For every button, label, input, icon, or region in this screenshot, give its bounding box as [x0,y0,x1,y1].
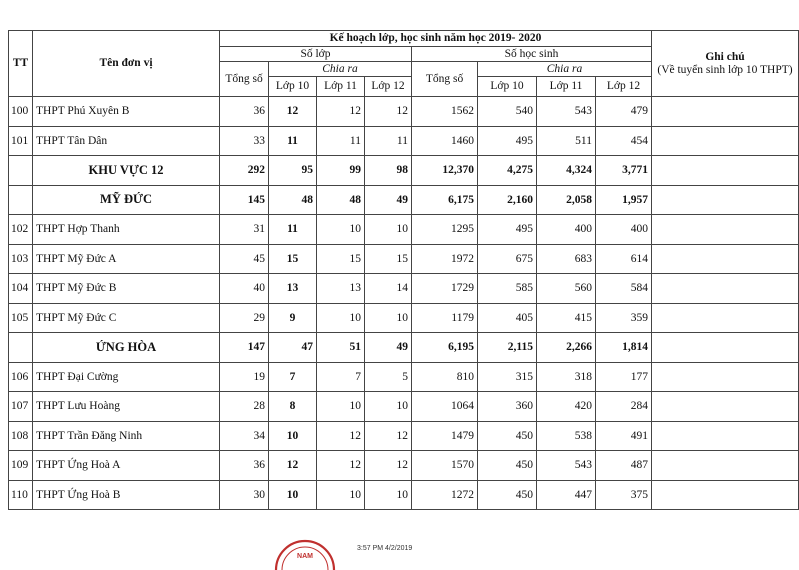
classes-group-header: Số lớp [220,47,412,62]
school-row [9,480,799,510]
total-students: 1972 [412,244,478,274]
classes-10: 8 [269,392,317,422]
total-classes: 29 [220,303,269,333]
classes-12: 49 [365,185,412,215]
stamp-text: NAM [297,553,313,560]
classes-12: 12 [365,421,412,451]
classes-10: 11 [269,126,317,156]
district-summary-row [9,333,799,363]
students-12: 479 [596,97,652,127]
unit-header: Tên đơn vị [33,31,220,97]
student-12-header: Lớp 12 [596,77,652,97]
tt-cell: 100 [9,97,33,127]
classes-12: 12 [365,97,412,127]
unit-name: THPT Ứng Hoà A [33,451,220,481]
total-students: 1570 [412,451,478,481]
school-row [9,451,799,481]
classes-12: 11 [365,126,412,156]
classes-11: 12 [317,97,365,127]
classes-10: 48 [269,185,317,215]
students-11: 420 [537,392,596,422]
students-11: 511 [537,126,596,156]
students-11: 318 [537,362,596,392]
total-classes: 147 [220,333,269,363]
official-stamp-seal [270,536,340,570]
total-classes: 36 [220,97,269,127]
unit-name: THPT Mỹ Đức A [33,244,220,274]
school-row [9,215,799,245]
school-row [9,97,799,127]
tt-cell: 107 [9,392,33,422]
classes-11: 99 [317,156,365,186]
classes-10: 11 [269,215,317,245]
students-10: 450 [478,480,537,510]
classes-11: 10 [317,480,365,510]
classes-12: 15 [365,244,412,274]
note-cell [652,333,799,363]
note-title: Ghi chú [705,50,745,63]
total-students: 6,195 [412,333,478,363]
tt-cell: 101 [9,126,33,156]
students-12: 614 [596,244,652,274]
classes-11: 7 [317,362,365,392]
classes-12: 10 [365,392,412,422]
students-12: 359 [596,303,652,333]
students-10: 2,160 [478,185,537,215]
classes-11: 12 [317,421,365,451]
district-summary-row [9,156,799,186]
note-cell [652,244,799,274]
total-students: 1562 [412,97,478,127]
note-cell [652,126,799,156]
total-classes: 19 [220,362,269,392]
note-cell [652,215,799,245]
student-11-header: Lớp 11 [537,77,596,97]
unit-name: THPT Đại Cường [33,362,220,392]
total-students: 1295 [412,215,478,245]
school-row [9,362,799,392]
students-group-header: Số học sinh [412,47,652,62]
unit-name: KHU VỰC 12 [33,156,220,186]
total-students-header: Tổng số [412,62,478,97]
students-10: 495 [478,215,537,245]
students-11: 400 [537,215,596,245]
students-10: 585 [478,274,537,304]
total-students: 1729 [412,274,478,304]
classes-10: 10 [269,480,317,510]
tt-cell: 103 [9,244,33,274]
classes-10: 10 [269,421,317,451]
unit-name: ỨNG HÒA [33,333,220,363]
total-students: 1272 [412,480,478,510]
classes-12: 98 [365,156,412,186]
unit-name: THPT Hợp Thanh [33,215,220,245]
school-plan-table [8,30,799,510]
note-cell [652,274,799,304]
school-row [9,392,799,422]
classes-11: 51 [317,333,365,363]
tt-cell [9,333,33,363]
students-10: 450 [478,421,537,451]
student-10-header: Lớp 10 [478,77,537,97]
classes-11: 13 [317,274,365,304]
note-cell [652,303,799,333]
total-classes: 34 [220,421,269,451]
note-subtitle: (Về tuyển sinh lớp 10 THPT) [657,63,793,76]
students-12: 584 [596,274,652,304]
tt-cell [9,185,33,215]
classes-10: 9 [269,303,317,333]
classes-10: 12 [269,451,317,481]
classes-12: 10 [365,303,412,333]
note-cell [652,156,799,186]
unit-name: THPT Lưu Hoàng [33,392,220,422]
note-cell [652,97,799,127]
classes-12: 14 [365,274,412,304]
students-12: 1,957 [596,185,652,215]
students-10: 2,115 [478,333,537,363]
total-classes: 30 [220,480,269,510]
classes-10: 12 [269,97,317,127]
school-row [9,244,799,274]
students-11: 447 [537,480,596,510]
note-cell [652,480,799,510]
students-10: 4,275 [478,156,537,186]
split-classes-header: Chia ra [269,62,412,77]
tt-cell: 105 [9,303,33,333]
unit-name: THPT Mỹ Đức C [33,303,220,333]
students-12: 454 [596,126,652,156]
total-classes: 28 [220,392,269,422]
tt-header: TT [9,31,33,97]
students-10: 360 [478,392,537,422]
total-classes-header: Tổng số [220,62,269,97]
students-10: 675 [478,244,537,274]
classes-10: 13 [269,274,317,304]
tt-cell: 106 [9,362,33,392]
plan-title: Kế hoạch lớp, học sinh năm học 2019- 2020 [220,31,652,47]
class-12-header: Lớp 12 [365,77,412,97]
classes-12: 5 [365,362,412,392]
tt-cell: 104 [9,274,33,304]
students-10: 315 [478,362,537,392]
classes-11: 12 [317,451,365,481]
students-11: 415 [537,303,596,333]
school-row [9,274,799,304]
total-classes: 40 [220,274,269,304]
unit-name: THPT Mỹ Đức B [33,274,220,304]
students-11: 683 [537,244,596,274]
students-10: 540 [478,97,537,127]
class-11-header: Lớp 11 [317,77,365,97]
tt-cell: 109 [9,451,33,481]
total-students: 12,370 [412,156,478,186]
classes-10: 15 [269,244,317,274]
students-11: 2,058 [537,185,596,215]
students-11: 543 [537,451,596,481]
students-12: 487 [596,451,652,481]
unit-name: THPT Phú Xuyên B [33,97,220,127]
tt-cell [9,156,33,186]
students-11: 543 [537,97,596,127]
classes-11: 48 [317,185,365,215]
total-classes: 33 [220,126,269,156]
students-12: 375 [596,480,652,510]
unit-name: THPT Trần Đăng Ninh [33,421,220,451]
classes-11: 10 [317,303,365,333]
classes-12: 49 [365,333,412,363]
stamp-time: 3:57 PM 4/2/2019 [357,545,413,552]
note-cell [652,185,799,215]
note-header [652,31,799,97]
school-row [9,421,799,451]
total-students: 6,175 [412,185,478,215]
classes-10: 95 [269,156,317,186]
students-10: 450 [478,451,537,481]
note-cell [652,451,799,481]
classes-11: 11 [317,126,365,156]
split-students-header: Chia ra [478,62,652,77]
total-students: 1179 [412,303,478,333]
note-cell [652,362,799,392]
total-students: 1460 [412,126,478,156]
students-11: 538 [537,421,596,451]
students-12: 284 [596,392,652,422]
unit-name: MỸ ĐỨC [33,185,220,215]
total-students: 810 [412,362,478,392]
students-11: 560 [537,274,596,304]
school-row [9,303,799,333]
classes-12: 12 [365,451,412,481]
students-12: 1,814 [596,333,652,363]
total-classes: 45 [220,244,269,274]
total-classes: 292 [220,156,269,186]
school-row [9,126,799,156]
classes-10: 7 [269,362,317,392]
students-11: 2,266 [537,333,596,363]
unit-name: THPT Ứng Hoà B [33,480,220,510]
unit-name: THPT Tân Dân [33,126,220,156]
tt-cell: 110 [9,480,33,510]
note-cell [652,392,799,422]
total-classes: 36 [220,451,269,481]
students-12: 3,771 [596,156,652,186]
classes-12: 10 [365,215,412,245]
classes-12: 10 [365,480,412,510]
classes-11: 10 [317,392,365,422]
students-12: 177 [596,362,652,392]
tt-cell: 108 [9,421,33,451]
total-students: 1064 [412,392,478,422]
students-11: 4,324 [537,156,596,186]
total-classes: 31 [220,215,269,245]
students-10: 495 [478,126,537,156]
classes-11: 10 [317,215,365,245]
total-students: 1479 [412,421,478,451]
students-12: 400 [596,215,652,245]
note-cell [652,421,799,451]
district-summary-row [9,185,799,215]
tt-cell: 102 [9,215,33,245]
total-classes: 145 [220,185,269,215]
classes-10: 47 [269,333,317,363]
class-10-header: Lớp 10 [269,77,317,97]
classes-11: 15 [317,244,365,274]
students-12: 491 [596,421,652,451]
students-10: 405 [478,303,537,333]
